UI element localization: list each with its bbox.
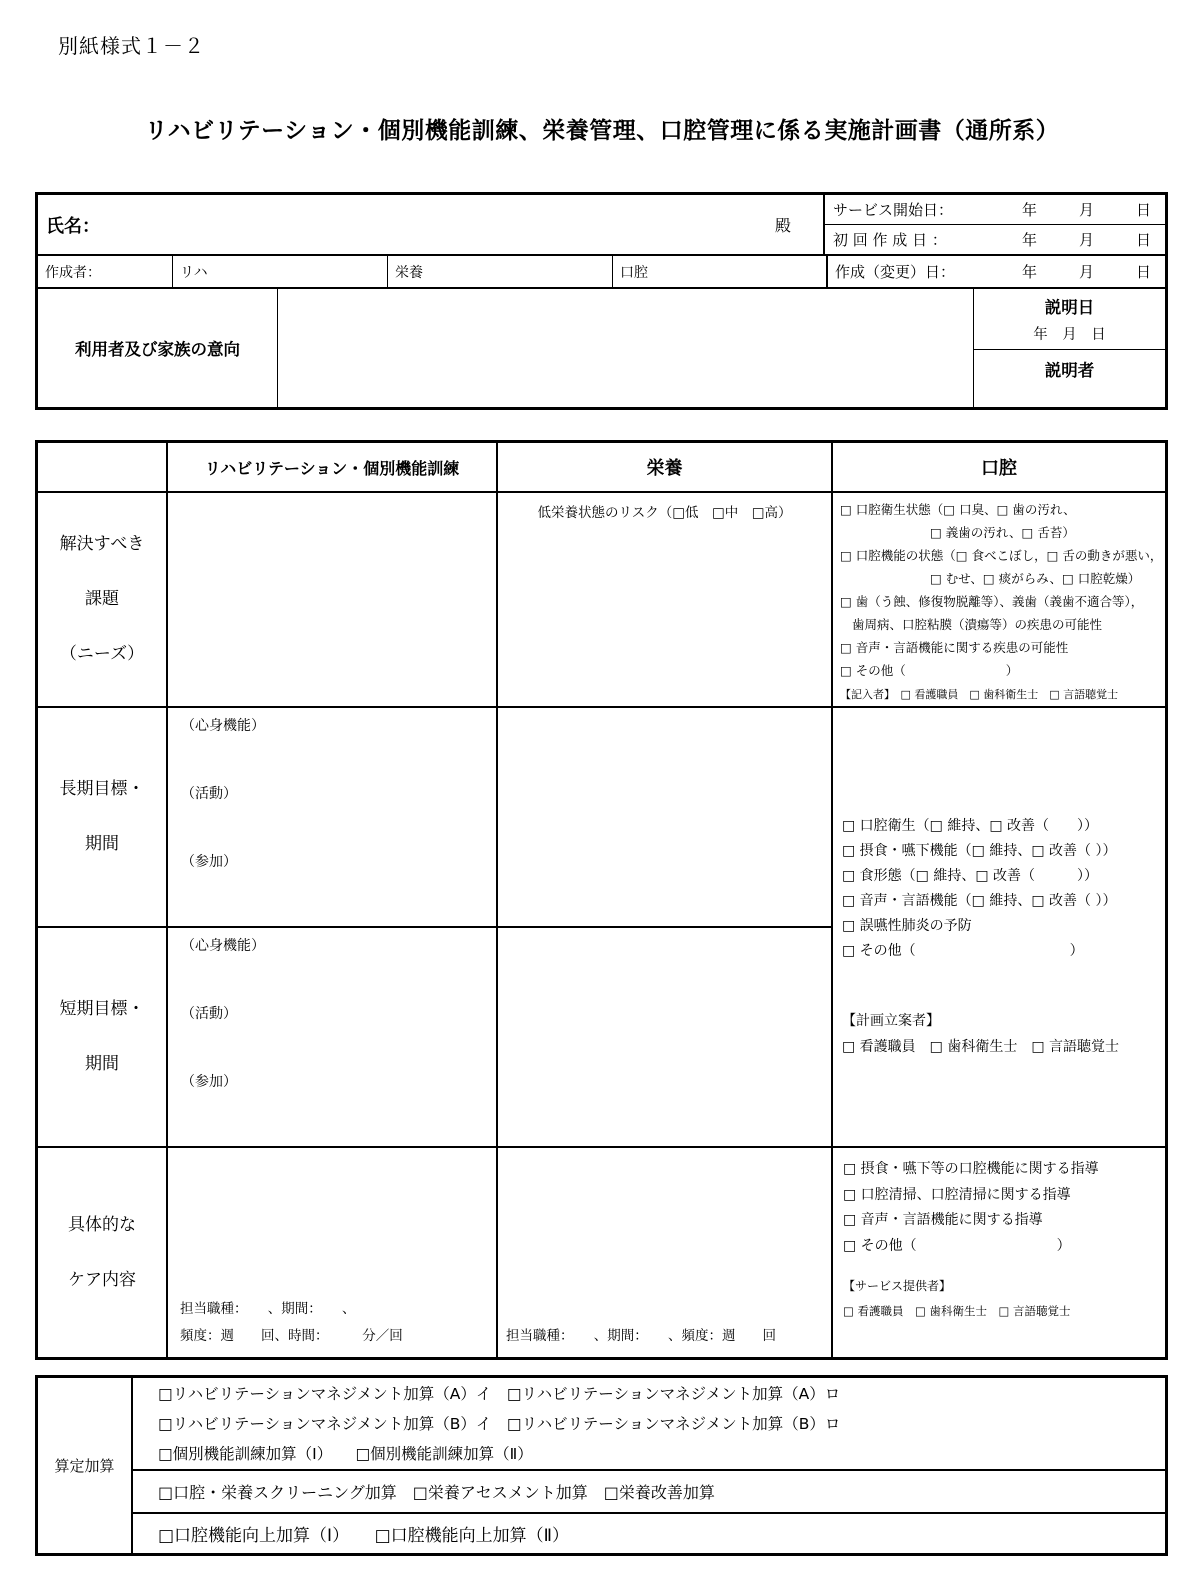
nutrition-risk-checkbox-line: 低栄養状態のリスク（□低 □中 □高） [537,505,792,521]
staff-period-frequency-line: 担当職種： 、期間： 、頻度：週 回 [506,1327,776,1344]
care-label-line: ケア内容 [68,1269,136,1290]
header-table [35,192,1168,410]
intention-band [38,289,1165,407]
service-provider-heading: 【サービス提供者】 [843,1279,952,1293]
long-term-label-line: 長期目標・ [59,779,145,799]
year-unit: 年 [1021,263,1037,281]
short-term-nutrition-cell [498,928,833,1148]
form-code: 別紙様式１－２ [58,34,205,58]
checkbox-line: □ 摂食・嚥下機能（□ 維持、□ 改善（ ）） [842,843,1117,859]
needs-label-line: （ニーズ） [59,644,145,664]
checkbox-line: □ 歯（う蝕、修復物脱離等）、義歯（義歯不適合等）， [840,594,1144,609]
care-rehab-cell [168,1148,498,1357]
month-unit: 月 [1078,263,1094,281]
creator-label: 作成者： [45,264,101,281]
checkbox-line: □ その他（ ） [840,663,1019,678]
service-start-label: サービス開始日： [833,201,954,219]
oral-function-addition-cell [133,1514,1165,1553]
corner-cell [38,443,168,493]
year-unit: 年 [1021,231,1037,249]
needs-oral-cell [833,493,1165,708]
short-term-label-line: 短期目標・ [59,999,145,1019]
goal-category-label: （心身機能） [181,718,265,734]
intention-content-area [278,289,974,407]
checkbox-line: □ 音声・言語機能に関する指導 [843,1212,1043,1228]
service-provider-checkbox-line: □ 看護職員 □ 歯科衛生士 □ 言語聴覚士 [843,1303,1071,1318]
staff-period-line: 担当職種： 、期間： 、 [180,1301,356,1318]
goal-category-label: （参加） [181,1074,237,1090]
month-unit: 月 [1078,231,1094,249]
row-label-needs [38,493,168,708]
name-label: 氏名： [46,215,100,237]
goal-category-label: （活動） [181,786,237,802]
checkbox-line: □ 義歯の汚れ、□ 舌苔） [930,525,1075,540]
checkbox-line: □ 食形態（□ 維持、□ 改善（ ）） [842,868,1099,884]
checkbox-line: □ むせ、□ 痰がらみ、□ 口腔乾燥） [930,571,1141,586]
honorific-label: 殿 [774,216,791,235]
explanation-column [974,289,1165,407]
checkbox-line: □ 口腔衛生状態（□ 口臭、□ 歯の汚れ、 [840,502,1076,517]
explanation-date-label: 説明日 [1044,298,1095,317]
checkbox-line: □ 口腔衛生（□ 維持、□ 改善（ ）） [842,818,1099,834]
service-start-date-row [825,195,1165,225]
first-creation-label: 初 回 作 成 日 ： [833,231,947,249]
main-plan-table [35,440,1168,1360]
row-label-short-term [38,928,168,1148]
creation-change-label: 作成（変更）日： [835,263,956,281]
column-header-rehab: リハビリテーション・個別機能訓練 [168,443,498,493]
checkbox-line: □ その他（ ） [842,943,1084,959]
long-term-label-line: 期間 [85,834,119,854]
checkbox-line: □個別機能訓練加算（Ⅰ） □個別機能訓練加算（Ⅱ） [158,1444,533,1463]
creator-nutrition-label: 栄養 [395,264,423,281]
checkbox-line: 歯周病、口腔粘膜（潰瘍等）の疾患の可能性 [852,617,1103,632]
needs-nutrition-cell [498,493,833,708]
explanation-date-value: 年 月 日 [1033,327,1106,343]
planner-checkbox-line: □ 看護職員 □ 歯科衛生士 □ 言語聴覚士 [842,1039,1120,1055]
month-unit: 月 [1078,201,1094,219]
column-header-oral: 口腔 [833,443,1165,493]
creation-change-date-row [828,256,1165,287]
goal-category-label: （参加） [181,854,237,870]
entry-person-checkbox-line: 【記入者】 □ 看護職員 □ 歯科衛生士 □ 言語聴覚士 [840,688,1119,701]
year-unit: 年 [1021,201,1037,219]
oral-goal-cell [833,708,1165,1148]
day-unit: 日 [1135,263,1151,281]
checkbox-line: □ 口腔機能の状態（□ 食べこぼし，□ 舌の動きが悪い， [840,548,1163,563]
creator-rehab-label: リハ [180,264,208,281]
explanation-date-cell [974,289,1165,350]
creator-label-cell [38,256,173,287]
checkbox-line: □ その他（ ） [843,1237,1071,1254]
service-start-date-units [1022,199,1155,220]
first-creation-date-row [825,225,1165,254]
checkbox-line: □口腔機能向上加算（Ⅰ） □口腔機能向上加算（Ⅱ） [158,1526,570,1546]
addition-label: 算定加算 [38,1378,133,1553]
care-oral-cell [833,1148,1165,1357]
planner-heading: 【計画立案者】 [842,1013,940,1029]
care-nutrition-cell [498,1148,833,1357]
long-term-rehab-cell [168,708,498,928]
goal-category-label: （活動） [181,1006,237,1022]
intention-label: 利用者及び家族の意向 [38,289,278,407]
creator-oral-label: 口腔 [620,264,648,281]
dates-column [825,195,1165,254]
needs-label-line: 解決すべき [59,534,145,554]
row-label-long-term [38,708,168,928]
checkbox-line: □口腔・栄養スクリーニング加算 □栄養アセスメント加算 □栄養改善加算 [158,1483,715,1502]
goal-category-label: （心身機能） [181,938,265,954]
creator-band [38,256,1165,289]
page-title: リハビリテーション・個別機能訓練、栄養管理、口腔管理に係る実施計画書（通所系） [144,118,1060,144]
short-term-label-line: 期間 [85,1054,119,1074]
needs-rehab-cell [168,493,498,708]
checkbox-line: □ 口腔清掃、口腔清掃に関する指導 [843,1186,1071,1203]
explainer-cell: 説明者 [1044,361,1095,380]
checkbox-line: □ 誤嚥性肺炎の予防 [842,918,972,934]
name-cell [38,195,825,254]
needs-label-line: 課題 [85,589,119,609]
creation-change-date-units [1022,261,1155,282]
checkbox-line: □ 音声・言語機能（□ 維持、□ 改善（ ）） [842,893,1117,909]
column-header-nutrition: 栄養 [498,443,833,493]
nutrition-addition-cell [133,1471,1165,1514]
short-term-rehab-cell [168,928,498,1148]
row-label-care [38,1148,168,1357]
checkbox-line: □ 音声・言語機能に関する疾患の可能性 [840,640,1069,655]
day-unit: 日 [1135,201,1151,219]
creator-oral-cell [613,256,828,287]
checkbox-line: □リハビリテーションマネジメント加算（A）イ □リハビリテーションマネジメント加算（A）ロ [158,1384,841,1403]
long-term-nutrition-cell [498,708,833,928]
checkbox-line: □ 摂食・嚥下等の口腔機能に関する指導 [843,1161,1099,1177]
creator-nutrition-cell [388,256,613,287]
frequency-time-line: 頻度：週 回、時間： 分／回 [180,1327,403,1344]
first-creation-date-units [1022,229,1155,250]
name-and-dates-band [38,195,1165,256]
rehab-management-addition-cell [133,1378,1165,1471]
checkbox-line: □リハビリテーションマネジメント加算（B）イ □リハビリテーションマネジメント加算（B）ロ [158,1414,841,1433]
addition-table [35,1375,1168,1556]
care-label-line: 具体的な [68,1214,136,1235]
day-unit: 日 [1135,231,1151,249]
creator-rehab-cell [173,256,388,287]
